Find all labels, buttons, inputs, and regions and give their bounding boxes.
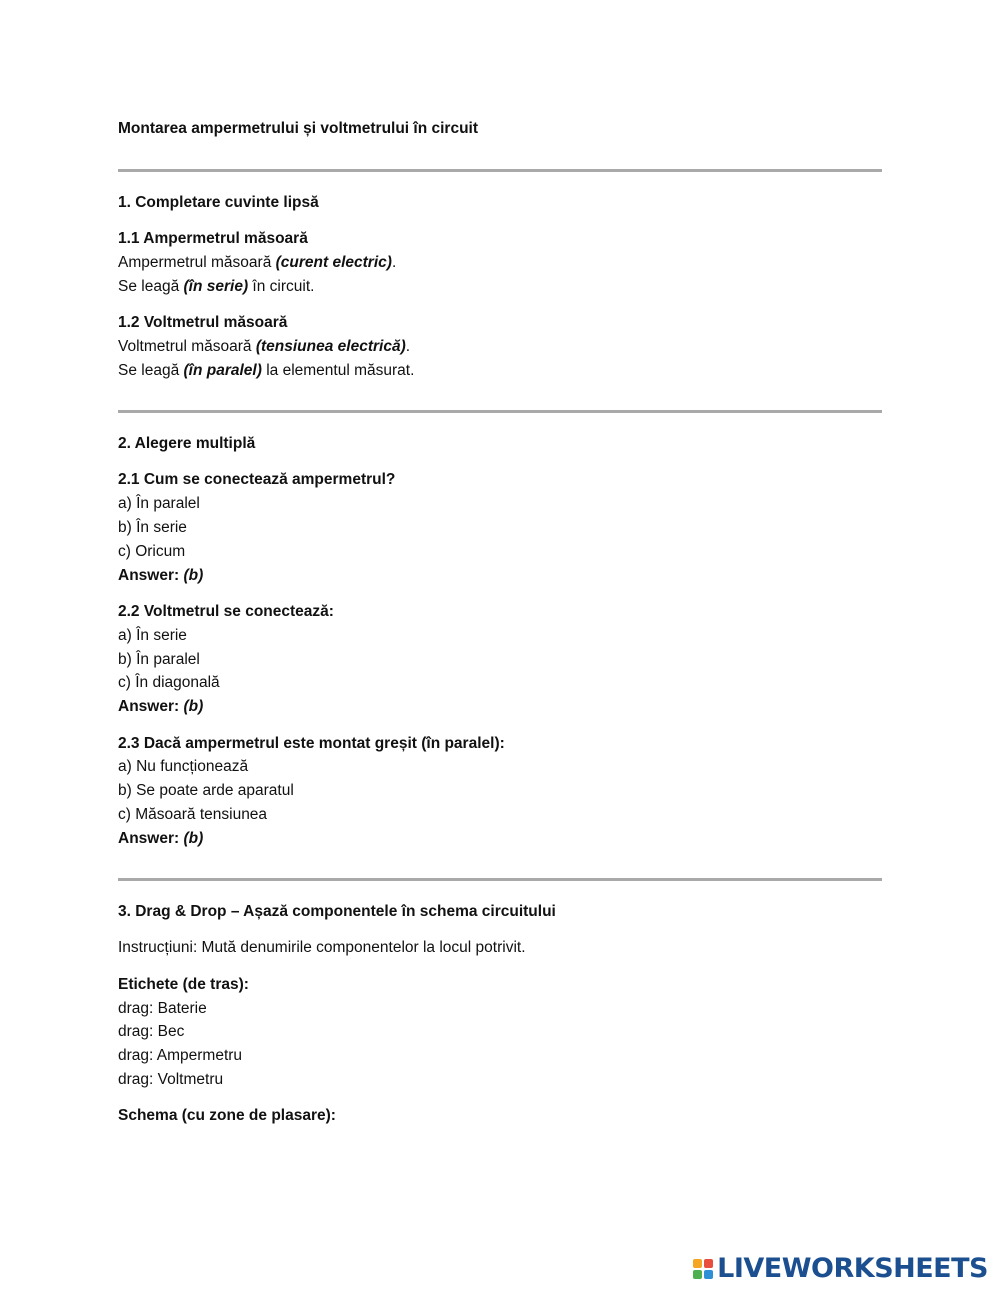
- fill-in-line: [118, 251, 882, 275]
- question-heading: 2.3 Dacă ampermetrul este montat greșit (în paralel):: [118, 734, 505, 752]
- logo-tile: [693, 1270, 702, 1279]
- section-heading: 1. Completare cuvinte lipsă: [118, 194, 319, 211]
- text: .: [405, 338, 411, 356]
- logo-mark-icon: [693, 1259, 713, 1279]
- text: Voltmetrul măsoară: [118, 338, 256, 356]
- text: .: [391, 254, 397, 272]
- text: la elementul măsurat.: [261, 361, 415, 379]
- logo-tile: [704, 1270, 713, 1279]
- instructions: Instrucțiuni: Mută denumirile componentelor la locul potrivit.: [118, 939, 526, 957]
- option-a[interactable]: a) În serie: [118, 626, 187, 644]
- answer-blank[interactable]: (tensiunea electrică): [255, 338, 406, 356]
- question-heading: 1.1 Ampermetrul măsoară: [118, 230, 308, 248]
- drag-label-baterie[interactable]: drag: Baterie: [118, 999, 207, 1017]
- option-b[interactable]: b) În paralel: [118, 650, 200, 668]
- divider: [118, 410, 882, 413]
- answer-label: Answer:: [118, 698, 184, 716]
- question-heading: 1.2 Voltmetrul măsoară: [118, 314, 288, 332]
- option-c[interactable]: c) Măsoară tensiunea: [118, 805, 268, 823]
- option-b[interactable]: b) În serie: [118, 518, 187, 536]
- answer-blank[interactable]: (b): [183, 566, 204, 584]
- text: Ampermetrul măsoară: [118, 254, 276, 272]
- drag-label-voltmetru[interactable]: drag: Voltmetru: [118, 1070, 224, 1088]
- divider: [118, 169, 882, 172]
- answer-line: [118, 564, 882, 588]
- fill-in-line: [118, 359, 882, 383]
- answer-blank[interactable]: (b): [183, 698, 204, 716]
- logo-text: LIVEWORKSHEETS: [717, 1253, 988, 1284]
- fill-in-line: [118, 275, 882, 299]
- schema-heading: Schema (cu zone de plasare):: [118, 1107, 336, 1125]
- logo-tile: [704, 1259, 713, 1268]
- fill-in-line: [118, 335, 882, 359]
- option-c[interactable]: c) Oricum: [118, 542, 186, 560]
- text: Se leagă: [118, 277, 184, 295]
- liveworksheets-logo[interactable]: [693, 1253, 988, 1285]
- divider: [118, 878, 882, 881]
- text: în circuit.: [248, 277, 315, 295]
- section-heading: 3. Drag & Drop – Așază componentele în schema circuitului: [118, 903, 556, 920]
- answer-label: Answer:: [118, 566, 184, 584]
- labels-heading: Etichete (de tras):: [118, 975, 249, 993]
- question-heading: 2.1 Cum se conectează ampermetrul?: [118, 471, 396, 489]
- section-multiple-choice: [118, 432, 882, 851]
- question-heading: 2.2 Voltmetrul se conectează:: [118, 602, 334, 620]
- answer-blank[interactable]: (curent electric): [275, 254, 392, 272]
- answer-blank[interactable]: (în paralel): [183, 361, 262, 379]
- answer-line: [118, 827, 882, 851]
- section-drag-drop: [118, 900, 882, 1128]
- answer-blank[interactable]: (b): [183, 829, 204, 847]
- option-a[interactable]: a) Nu funcționează: [118, 758, 249, 776]
- section-heading: 2. Alegere multiplă: [118, 435, 256, 452]
- option-a[interactable]: a) În paralel: [118, 495, 200, 513]
- page-title: Montarea ampermetrului și voltmetrului în circuit: [118, 120, 479, 137]
- drag-label-ampermetru[interactable]: drag: Ampermetru: [118, 1047, 243, 1065]
- text: Se leagă: [118, 361, 184, 379]
- answer-blank[interactable]: (în serie): [183, 277, 249, 295]
- answer-line: [118, 695, 882, 719]
- option-b[interactable]: b) Se poate arde aparatul: [118, 782, 294, 800]
- answer-label: Answer:: [118, 829, 184, 847]
- section-fill-in: [118, 191, 882, 383]
- option-c[interactable]: c) În diagonală: [118, 674, 220, 692]
- logo-tile: [693, 1259, 702, 1268]
- drag-label-bec[interactable]: drag: Bec: [118, 1023, 185, 1041]
